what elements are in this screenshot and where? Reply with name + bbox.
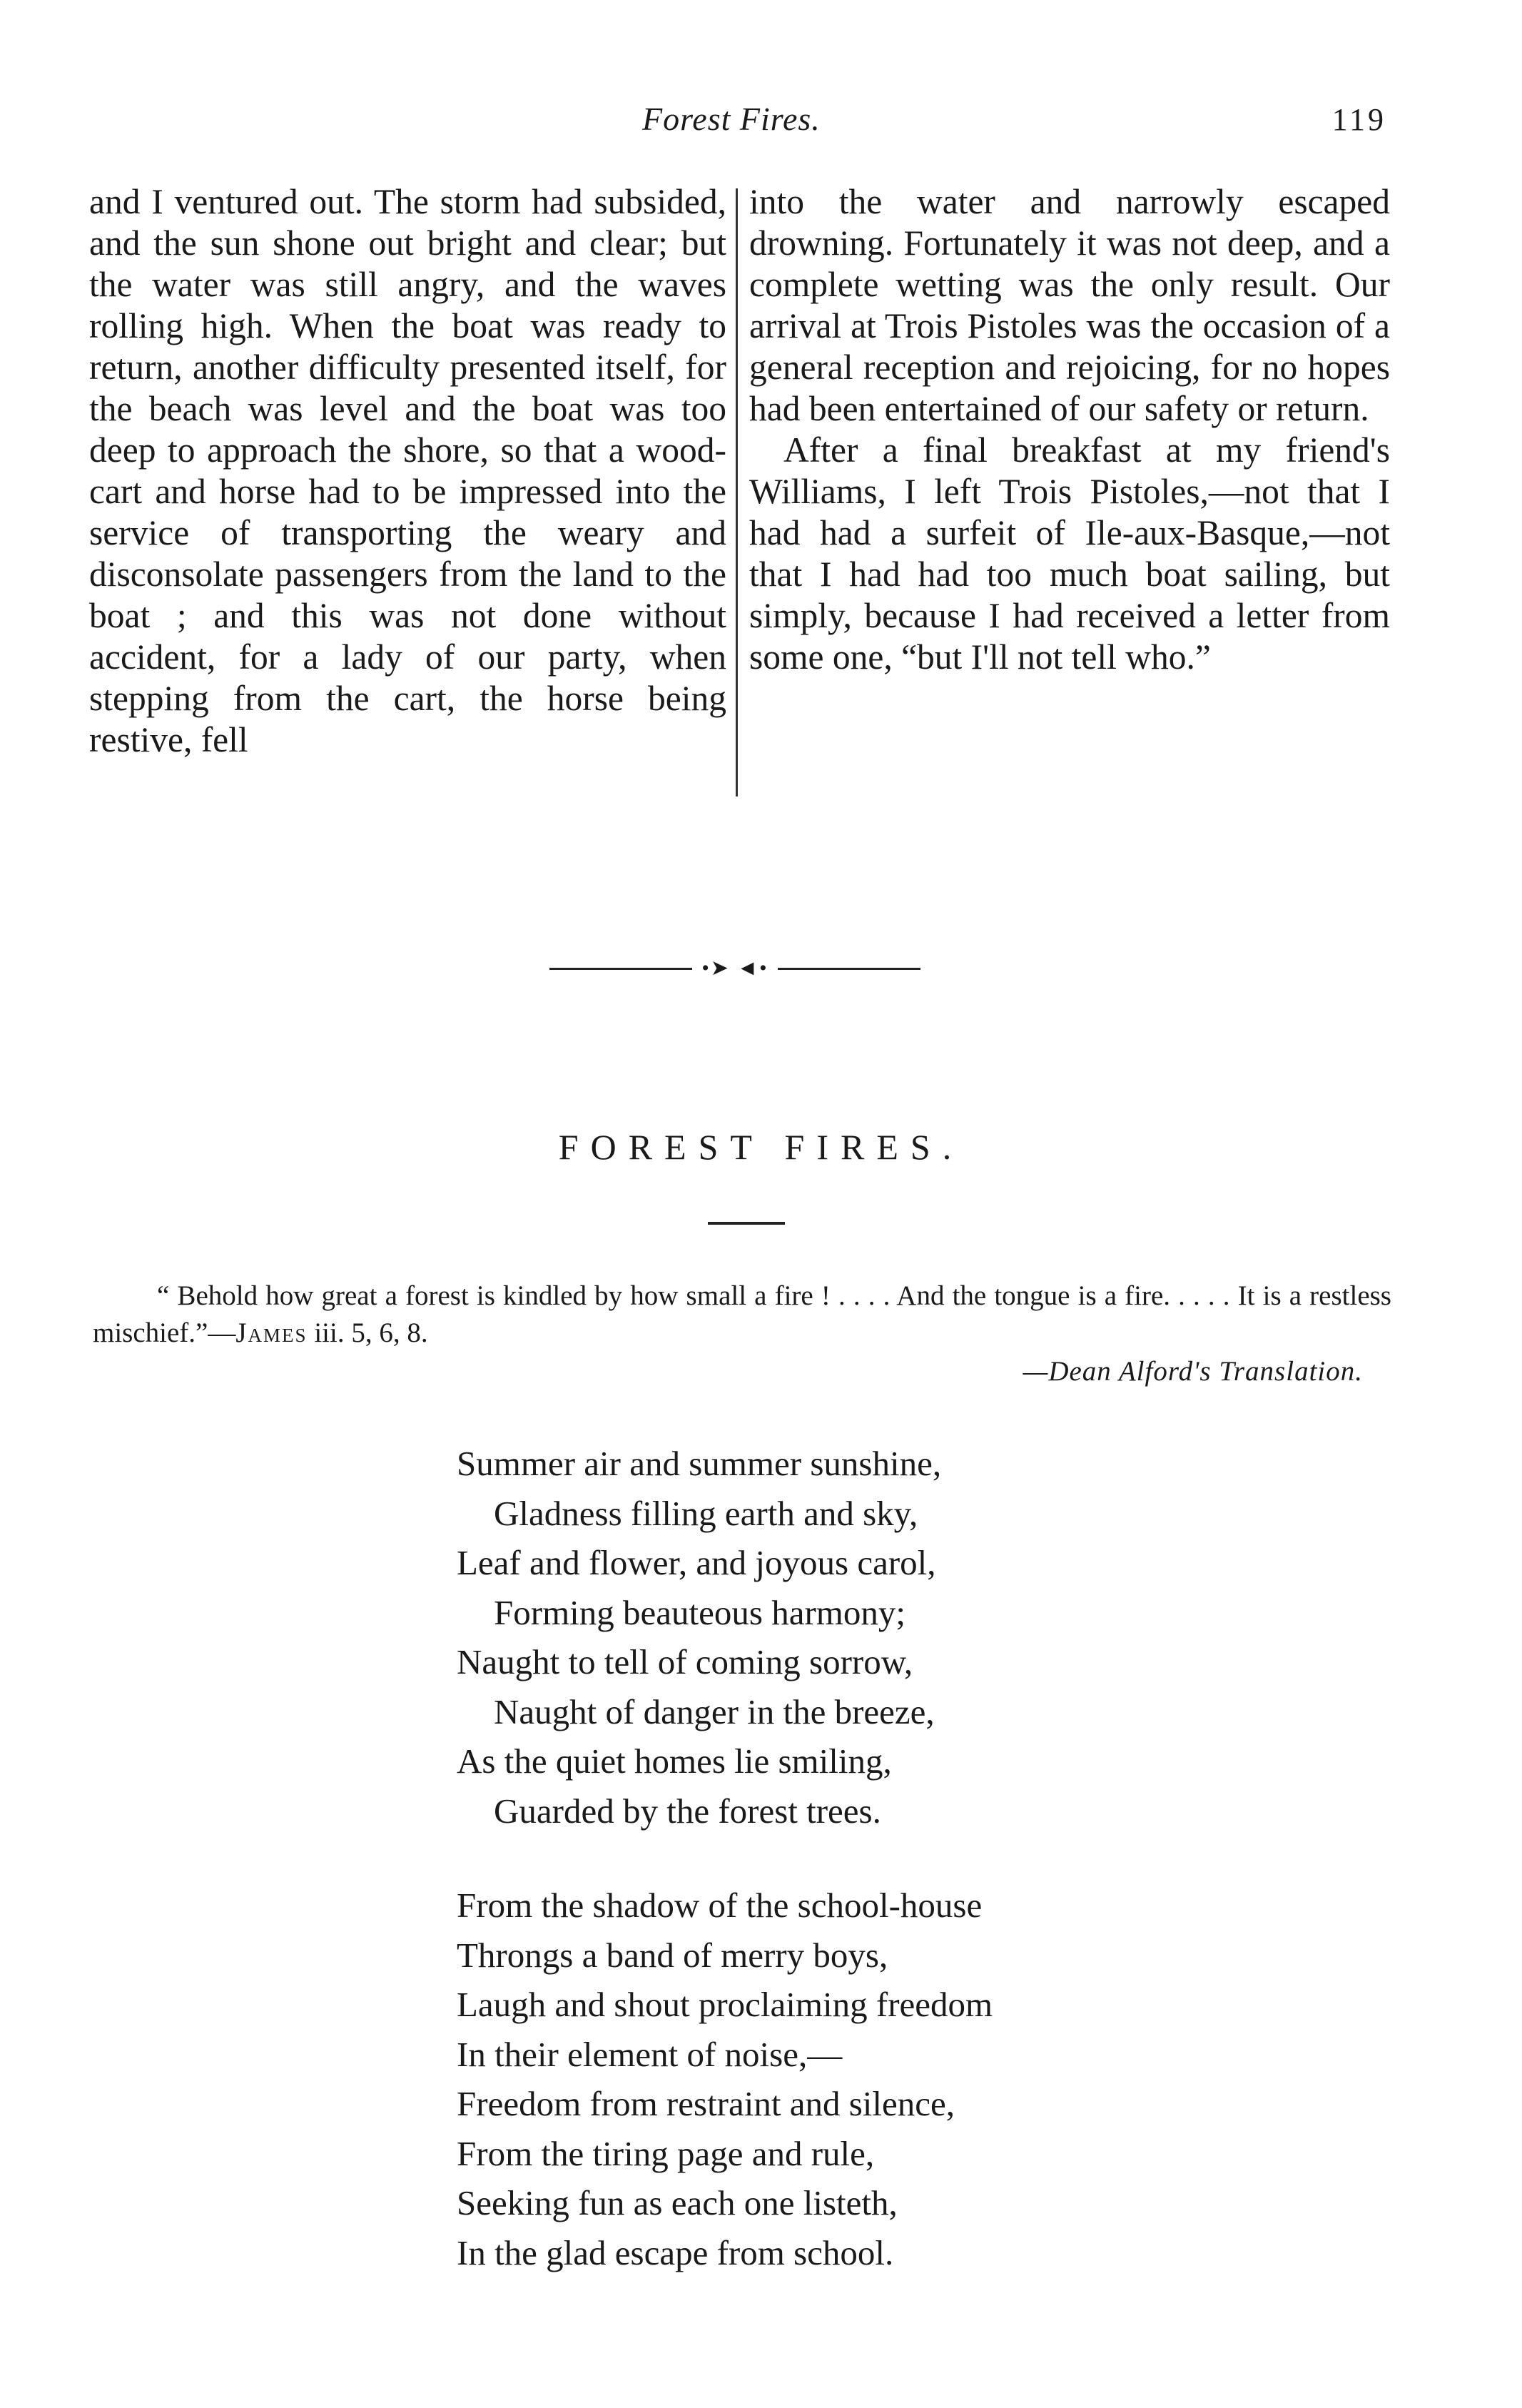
- epigraph: [93, 1278, 1391, 1390]
- right-column: [749, 181, 1390, 678]
- verse-line: Freedom from restraint and silence,: [457, 2084, 955, 2123]
- verse-line: Throngs a band of merry boys,: [457, 1935, 888, 1975]
- verse-line: Summer air and summer sunshine,: [457, 1444, 942, 1483]
- verse-line: Leaf and flower, and joyous carol,: [457, 1543, 936, 1582]
- two-column-prose: [89, 181, 1395, 809]
- ornament-line-left: [549, 968, 692, 970]
- epigraph-attribution: —Dean Alford's Translation.: [1023, 1356, 1363, 1387]
- stanza-2: [457, 1881, 1170, 2277]
- right-column-paragraph-2: After a final breakfast at my friend's Williams, I left Trois Pistoles,—not that I had had a surfeit of Ile-aux-Basque,—not that I had had too much boat sailing, but simply, because I had received a letter from some one, “but I'll not tell who.”: [749, 430, 1390, 677]
- verse-line: In the glad escape from school.: [457, 2232, 894, 2272]
- title-rule: [708, 1222, 785, 1225]
- verse-line: Seeking fun as each one listeth,: [457, 2183, 898, 2222]
- left-column-paragraph: and I ventured out. The storm had subsided, and the sun shone out bright and clear; but the water was still angry, and the waves rolling high. When the boat was ready to return, another difficulty presented itself, for the beach was level and the boat was too deep to approach the shore, so that a wood-cart and horse had to be impressed into the service of transporting the weary and disconsolate passengers from the land to the boat ; and this was not done without accident, for a lady of our party, when stepping from the cart, the horse being restive, fell: [89, 182, 726, 759]
- verse-line: From the shadow of the school-house: [457, 1886, 983, 1925]
- verse-line: Forming beauteous harmony;: [494, 1592, 906, 1632]
- epigraph-text: “ Behold how great a forest is kindled by how small a fire ! . . . . And the tongue is a fire. . . . . It is a restless mischief.”—: [93, 1280, 1391, 1348]
- verse-line: As the quiet homes lie smiling,: [457, 1741, 892, 1781]
- running-title: Forest Fires.: [642, 101, 821, 137]
- running-head: [0, 100, 1522, 143]
- epigraph-reference-verse: iii. 5, 6, 8.: [307, 1317, 428, 1348]
- verse-line: Guarded by the forest trees.: [494, 1791, 881, 1831]
- epigraph-reference-name: James: [235, 1317, 308, 1348]
- verse-line: Naught of danger in the breeze,: [494, 1691, 935, 1731]
- right-column-paragraph-1: into the water and narrowly escaped drowning. Fortunately it was not deep, and a complete wetting was the only result. Our arrival at Trois Pistoles was the occasion of a general reception and rejoicing, for no hopes had been entertained of our safety or return.: [749, 182, 1390, 428]
- ornament-line-right: [778, 968, 920, 970]
- column-divider: [736, 188, 738, 796]
- ornament-arrows-icon: •➤ ◄•: [701, 956, 768, 980]
- epigraph-quote: [93, 1278, 1391, 1352]
- verse-line: Naught to tell of coming sorrow,: [457, 1642, 913, 1681]
- left-column: [89, 181, 726, 761]
- verse-line: Gladness filling earth and sky,: [494, 1493, 918, 1533]
- verse-line: In their element of noise,—: [457, 2034, 843, 2074]
- page-number: 119: [1331, 102, 1386, 137]
- verse-line: Laugh and shout proclaiming freedom: [457, 1985, 993, 2024]
- stanza-1: [457, 1439, 1170, 1836]
- poem-title: FOREST FIRES.: [558, 1127, 964, 1167]
- section-ornament: [549, 956, 920, 980]
- verse-line: From the tiring page and rule,: [457, 2133, 875, 2173]
